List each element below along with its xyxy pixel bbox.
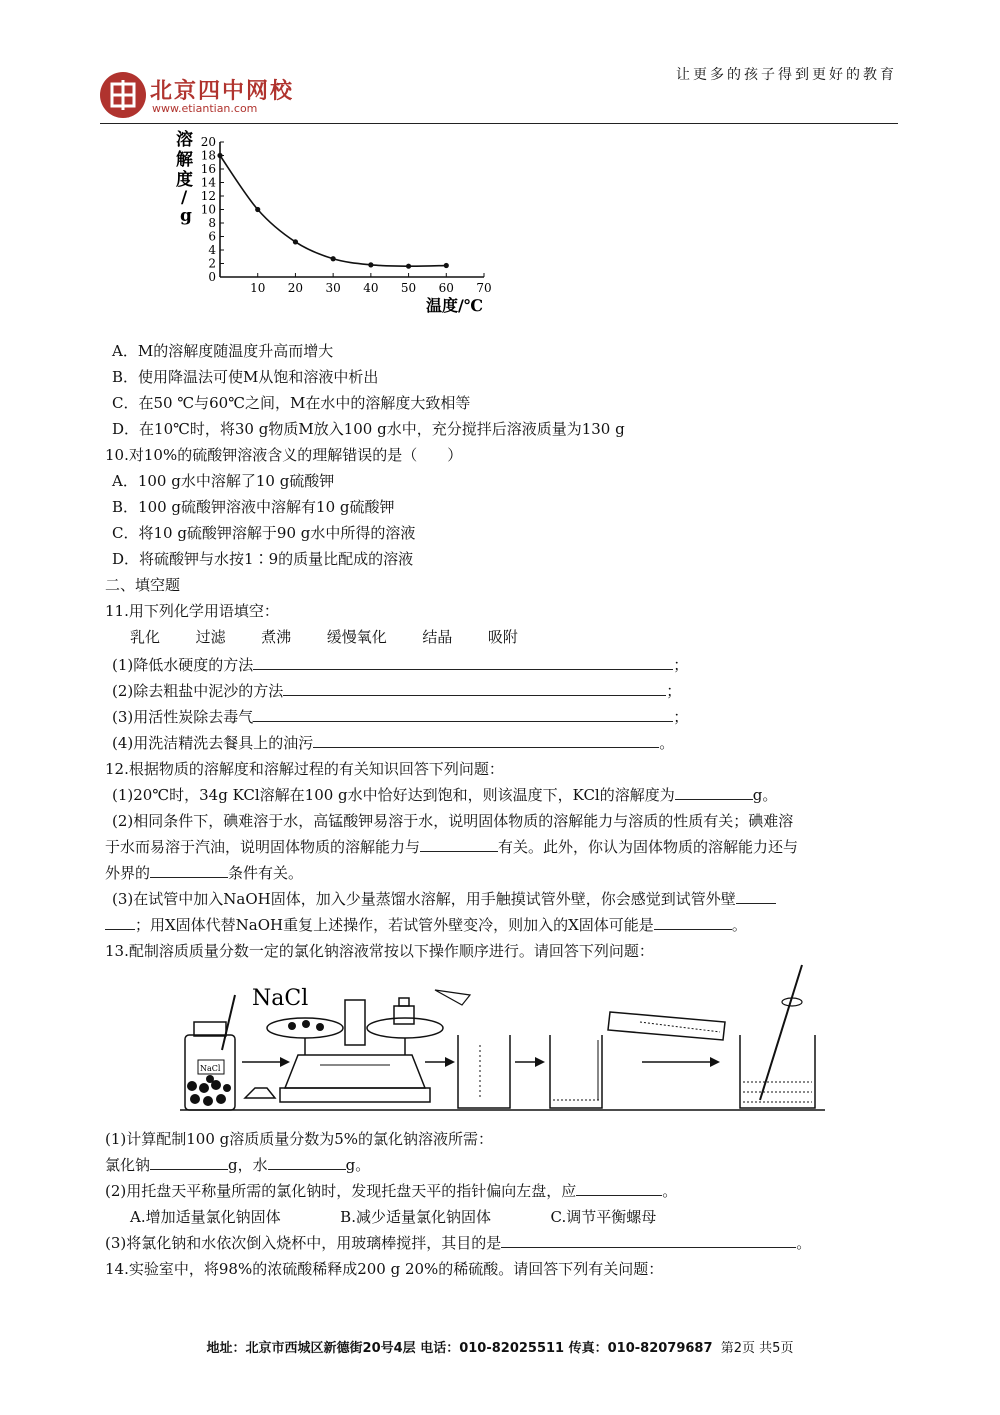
q12-part-3-line1: (3)在试管中加入NaOH固体，加入少量蒸馏水溶解，用手触摸试管外壁，你会感觉到试管外壁: [112, 888, 776, 909]
q11-item-4: (4)用洗洁精洗去餐具上的油污 。: [112, 734, 675, 752]
data-point: [217, 153, 222, 158]
q11-word: 煮沸: [261, 628, 292, 646]
q9-option-a: A．M的溶解度随温度升高而增大: [112, 342, 334, 360]
q12-part-2-line2: 于水而易溶于汽油，说明固体物质的溶解能力与 有关。此外，你认为固体物质的溶解能力还与: [105, 838, 799, 856]
q11-word: 结晶: [422, 628, 453, 646]
answer-blank[interactable]: [576, 1181, 662, 1196]
answer-blank[interactable]: [253, 707, 673, 722]
y-tick-label: 8: [208, 216, 216, 230]
x-tick-label: 20: [287, 281, 304, 295]
data-point: [444, 263, 449, 268]
logo-url: www.etiantian.com: [152, 102, 258, 115]
chart-ylabel-4: /: [181, 188, 188, 208]
q9-option-d: D．在10℃时，将30 g物质M放入100 g水中，充分搅拌后溶液质量为130 g: [112, 420, 625, 438]
y-tick-label: 16: [200, 162, 216, 176]
q11-word: 乳化: [130, 628, 161, 646]
q10-stem: 10.对10%的硫酸钾溶液含义的理解错误的是（ ）: [105, 446, 463, 464]
q10-option-d: D．将硫酸钾与水按1∶9的质量比配成的溶液: [112, 550, 414, 568]
q13-stem: 13.配制溶质质量分数一定的氯化钠溶液常按以下操作顺序进行。请回答下列问题：: [105, 942, 654, 960]
q13-option-c: C.调节平衡螺母: [550, 1208, 657, 1226]
y-tick-label: 4: [208, 243, 216, 257]
x-tick-label: 60: [438, 281, 454, 295]
beaker-2: [550, 1035, 602, 1108]
q10-option-c: C．将10 g硫酸钾溶解于90 g水中所得的溶液: [112, 524, 416, 542]
jar-label: NaCl: [200, 1064, 221, 1073]
q14-stem: 14.实验室中，将98%的浓硫酸稀释成200 g 20%的稀硫酸。请回答下列有关问题：: [105, 1260, 664, 1278]
q11-word: 过滤: [195, 628, 226, 646]
solution-preparation-diagram: [180, 960, 830, 1120]
data-point: [293, 239, 298, 244]
y-tick-label: 18: [200, 148, 216, 163]
y-tick-label: 2: [208, 256, 216, 271]
x-tick-label: 70: [476, 281, 492, 295]
diagram-nacl-label: NaCl: [252, 986, 309, 1011]
section-fill-blank: 二、填空题: [105, 576, 181, 594]
answer-blank[interactable]: [150, 863, 228, 878]
q11-word: 吸附: [487, 628, 518, 646]
footer-page-number: 第2页 共5页: [720, 1341, 794, 1356]
q13-part-3: (3)将氯化钠和水依次倒入烧杯中，用玻璃棒搅拌，其目的是 。: [105, 1234, 812, 1252]
q11-item-1: (1)降低水硬度的方法 ；: [112, 656, 689, 674]
q11-item-3: (3)用活性炭除去毒气 ；: [112, 708, 689, 726]
chart-xlabel: 温度/℃: [426, 296, 484, 315]
answer-blank[interactable]: [654, 915, 732, 930]
data-point: [255, 207, 260, 212]
chart-ylabel-5: g: [180, 206, 192, 226]
data-point: [406, 264, 411, 269]
q9-option-c: C．在50 ℃与60℃之间，M在水中的溶解度大致相等: [112, 394, 471, 412]
answer-blank[interactable]: [675, 785, 753, 800]
answer-blank[interactable]: [736, 889, 776, 904]
answer-blank[interactable]: [253, 655, 673, 670]
answer-blank[interactable]: [105, 915, 135, 930]
q9-option-b: B．使用降温法可使M从饱和溶液中析出: [112, 368, 379, 386]
q11-word-list: [130, 626, 518, 647]
logo-icon: [100, 72, 146, 118]
solubility-curve: [220, 156, 446, 267]
q11-stem: 11.用下列化学用语填空：: [105, 602, 279, 620]
logo-name: 北京四中网校: [150, 79, 295, 104]
x-tick-label: 30: [325, 281, 341, 295]
graduated-cylinder: [608, 1012, 725, 1040]
reagent-jar: [185, 995, 235, 1110]
q10-option-a: A．100 g水中溶解了10 g硫酸钾: [112, 472, 335, 490]
q11-item-2: (2)除去粗盐中泥沙的方法 ；: [112, 682, 682, 700]
chart-ylabel-3: 度: [176, 170, 193, 190]
q13-part-1-blanks: 氯化钠 g，水 g。: [105, 1156, 371, 1174]
beaker-3: [740, 965, 815, 1108]
y-tick-label: 20: [200, 135, 216, 149]
q13-part-1: (1)计算配制100 g溶质质量分数为5%的氯化钠溶液所需：: [105, 1130, 494, 1148]
header-slogan: 让更多的孩子得到更好的教育: [676, 67, 897, 83]
x-tick-label: 10: [250, 281, 266, 295]
answer-blank[interactable]: [268, 1155, 346, 1170]
x-tick-label: 50: [400, 281, 417, 295]
q12-part-1: (1)20℃时，34g KCl溶解在100 g水中恰好达到饱和，则该温度下，KCl的溶解度为 g。: [112, 786, 778, 804]
y-tick-label: 14: [200, 175, 216, 190]
x-tick-label: 40: [363, 281, 379, 295]
q10-option-b: B．100 g硫酸钾溶液中溶解有10 g硫酸钾: [112, 498, 395, 516]
y-tick-label: 10: [200, 202, 216, 217]
answer-blank[interactable]: [283, 681, 666, 696]
q12-part-3-line2: ；用X固体代替NaOH重复上述操作，若试管外壁变冷，则加入的X固体可能是 。: [105, 914, 747, 935]
balance: [252, 986, 443, 1102]
q13-part-2-options: [130, 1206, 656, 1227]
answer-blank[interactable]: [150, 1155, 228, 1170]
q11-word: 缓慢氧化: [326, 628, 387, 646]
answer-blank[interactable]: [501, 1233, 796, 1248]
q13-part-2: (2)用托盘天平称量所需的氯化钠时，发现托盘天平的指针偏向左盘，应 。: [105, 1182, 678, 1200]
q12-stem: 12.根据物质的溶解度和溶解过程的有关知识回答下列问题：: [105, 760, 504, 778]
y-tick-label: 6: [208, 229, 216, 244]
q12-part-2-line3: 外界的 条件有关。: [105, 864, 304, 882]
footer-address: 地址：北京市西城区新德街20号4层 电话：010-82025511 传真：010-82079687: [206, 1341, 713, 1356]
chart-ylabel-2: 解: [176, 150, 193, 170]
beaker-1: [435, 990, 510, 1108]
data-point: [331, 256, 336, 261]
answer-blank[interactable]: [420, 837, 498, 852]
y-tick-label: 0: [208, 270, 216, 284]
answer-blank[interactable]: [313, 733, 659, 748]
y-tick-label: 12: [200, 189, 216, 203]
header-divider: [100, 123, 898, 124]
q13-option-b: B.减少适量氯化钠固体: [340, 1208, 491, 1226]
chart-ylabel-1: 溶: [176, 130, 193, 150]
data-point: [368, 262, 373, 267]
q12-part-2-line1: (2)相同条件下，碘难溶于水，高锰酸钾易溶于水，说明固体物质的溶解能力与溶质的性质有关；碘难溶: [112, 812, 794, 830]
q13-option-a: A.增加适量氯化钠固体: [130, 1208, 281, 1226]
page-footer: [0, 1337, 1000, 1356]
solubility-chart: [170, 125, 500, 320]
